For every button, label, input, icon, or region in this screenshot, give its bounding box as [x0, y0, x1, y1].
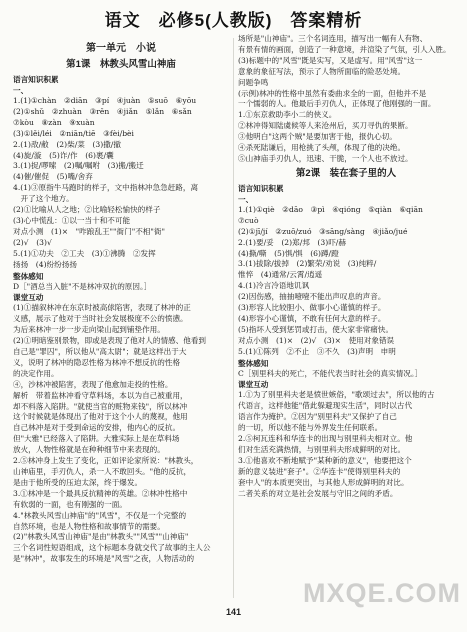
answer-line: 对点小测 (1)× (2)√ (3)× 使用对象错误: [238, 335, 395, 345]
answer-line: ②林冲得知陆虞候等人来沧州后，买刀寻仇的果断。: [238, 121, 413, 131]
answer-line: (2)"林教头风雪山神庙"是由"林教头""风雪""山神庙": [13, 532, 189, 542]
answer-line: (示例)林冲的性格中虽然有委曲求全的一面，但他并不是: [238, 88, 427, 98]
answer-line: 的一切，所以他不能与外界发生任何联系。: [238, 423, 383, 433]
answer-line: 3.①他喜欢不断地赋予"某种新的意义"，他要把这个: [238, 455, 412, 465]
answer-line: (2)√ (3)√: [13, 237, 52, 247]
answer-line: (2)①jī/jí ②zuō/zuó ③sāng/sàng ④jiǎo/jué: [238, 226, 408, 236]
answer-line: (2)①明暗鉴别景物，即或是表现了他对人的情感、他看到: [13, 336, 207, 346]
answer-line: (2)①比喻从人之地；②比喻轻松愉快的样子: [13, 205, 161, 215]
answer-line: 自己是"罪囚"，所以他从"高太尉"；就是这样出于大: [13, 347, 187, 357]
section-heading: 一、: [13, 86, 29, 95]
watermark-logo: MXQE.COM: [302, 578, 461, 608]
answer-line: 1.(1)①qiè ②dāo ③pì ④qióng ⑤qiàn ⑥qiān: [238, 204, 423, 214]
answer-line: 自己林冲是对于受到命运的安排，他内心的反抗。: [13, 423, 181, 433]
answer-line: 2.⑤林冲身上发生了变化，正如评论家所说："林教头，: [13, 456, 199, 466]
answer-line: 2.⑤柯瓦连科和华连卡的出现与别里科夫相对立。他: [238, 434, 413, 444]
answer-line: ⑦cuò: [238, 215, 259, 225]
answer-line: 开了这个地方。: [13, 194, 74, 204]
answer-line: 意象的象征写法，预示了人物所面临的险恶处境。: [238, 66, 406, 76]
answer-line: 是"林冲"，故事发生的环境是"风雪"之夜，人物活动的: [13, 554, 195, 564]
answer-line: 自然环境，也是人物性格和故事情节的需要。: [13, 521, 165, 531]
section-heading: 课堂互动: [13, 293, 44, 303]
page-number: 141: [225, 607, 242, 617]
answer-line: 2.(1)要/妥 (2)郑/邦 (3)吓/赫: [238, 237, 346, 247]
answer-line: ④，沙林冲被陷害，表现了他愈加走投的性格。: [13, 379, 173, 389]
answer-line: 新的意义装进"套子"。②华连卡"使得别里科夫的: [238, 466, 401, 476]
answer-line: 3.①林冲是一个最具反抗精神的英雄。②林冲性格中: [13, 488, 188, 498]
answer-line: 语言作为掩护。②因为"别里科夫"又保护了自己: [238, 412, 397, 422]
answer-line: 4."林教头风雪山神庙"的"风雪"，不仅是一个完整的: [13, 510, 187, 520]
answer-line: 放火，人物性格就是在种种细节中来表现的。: [13, 445, 165, 455]
answer-line: 对点小测 (1)× "咋踉乱王""衙门"不相"衙": [13, 226, 165, 236]
answer-line: 5.(1)①功夫 ②工夫 (3)①沸腾 ②发挥: [13, 248, 156, 258]
answer-line: 惟悴 (4)通常/云霄/逍遥: [238, 270, 323, 280]
right-column: [238, 34, 454, 600]
right-continued-text: [238, 34, 454, 165]
answer-line: 义感，展示了他对于当时社会发展极度不公的愤懑。: [13, 314, 188, 324]
answer-line: (3)标题中的"风雪"既是实写，又是虚写。用"风雪"这一: [238, 55, 423, 65]
answer-line: (4)催/催促 (5)嘴/舍弃: [13, 172, 93, 182]
answer-line: 4.(1)冷言冷语地讥讽: [238, 281, 310, 291]
answer-line: 5.(1)①陈列 ②不止 ③不久 (3)声明 申明: [238, 346, 396, 356]
answer-line: 4.(1)③原指牛马跑时的样子，文中指林冲急急赶路，离: [13, 183, 199, 193]
answer-line: 但"大雅"已经落入了陷阱。大雅实际上是在草料场: [13, 434, 180, 444]
answer-line: ③他明白"这两个贼"是要加害于他，报仇心切。: [238, 132, 397, 142]
answer-line: 为后来林冲一步一步走向梁山起到铺垫作用。: [13, 325, 165, 335]
answer-line: (3)形容人比较胆小、做事小心谨慎的样子。: [238, 303, 386, 313]
answer-line: ④杀死陆谦后，用枪挑了头颅，体现了他的决绝。: [238, 143, 406, 153]
right-sections: [238, 183, 454, 500]
section-heading: 一、: [238, 194, 254, 204]
lesson-title-1: 第1课 林教头风雪山神庙: [66, 59, 176, 70]
answer-line: 3.(1)捉/啰嗦 (2)嘱/嘱咐 (3)搬/搬迁: [13, 161, 144, 171]
answer-line: 有软弱的一面，也有刚强的一面。: [13, 499, 127, 509]
answer-line: 问题争鸣: [238, 77, 269, 87]
answer-line: ⑦kòu ⑧zàn ⑨xuàn: [13, 117, 95, 127]
answer-line: 扬扬 (4)纷纷扬扬: [13, 259, 77, 269]
section-heading: 课堂互动: [238, 380, 269, 390]
section-heading: 语言知识积累: [13, 75, 59, 84]
answer-line: C［别里科夫的死亡，不能代表当时社会的真实情况。］: [238, 368, 423, 378]
answer-line: 代语言，这样他能"借此躲避现实生活"，同时以古代: [238, 401, 413, 411]
answer-line: 1.①东京救助李小二的侠义。: [238, 110, 337, 120]
answer-line: 们对生活充满热情，与别里科夫形成鲜明的对比。: [238, 445, 406, 454]
section-heading: 整体感知: [238, 358, 269, 368]
answer-line: 却不料落入陷阱。"就使当官的赃物来钱"，所以林冲: [13, 401, 188, 411]
answer-line: 三个名词性短语组成，这个标题本身就交代了故事的主人公: [13, 543, 211, 553]
answer-line: 3.(1)拔除/拔掉 (2)繁荣/劝说 (3)纯粹/: [238, 259, 377, 269]
answer-line: 套中人"的本质更突出，与其他人形成鲜明的对比。: [238, 477, 409, 487]
answer-line: (2)①shǔ ②zhuàn ③rěn ④jiǎn ⑤lǎn ⑥sǎn: [13, 106, 192, 116]
section-heading: 语言知识积累: [238, 183, 284, 193]
left-column: [13, 34, 229, 600]
answer-line: 二者关系的对立是社会发展与守旧之间的矛盾。: [238, 488, 398, 498]
answer-line: 义，说明了林冲的隐忍性格为林冲不想反抗的性格: [13, 357, 181, 367]
page-header-title: 语文 必修5(人教版) 答案精析: [104, 11, 363, 30]
answer-line: 山神庙里，手刃仇人，杀一人不敢回头。"他的反抗，: [13, 467, 192, 476]
answer-line: (1)①描叙林冲在东京时被高俅陷害，表现了林冲的正: [13, 303, 191, 313]
left-sections: [13, 74, 229, 565]
answer-line: (4)形容小心谨慎，不敢有任何大意的样子。: [238, 313, 386, 323]
answer-line: 1.(1)①chàn ②diān ③pí ④juàn ⑤suō ⑥yōu: [13, 96, 197, 105]
answer-line: (4)撕/嘶 (5)惧/惧 (6)蹲/蹬: [238, 248, 339, 258]
section-heading: 整体感知: [13, 271, 44, 281]
answer-line: (3)心中慌乱：①以一当十和不可能: [13, 215, 131, 225]
answer-line: 1.①为了别里科夫老是愤世嫉俗，"歌颂过去"，所以他的古: [238, 390, 435, 400]
answer-line: (2)因伤感，抽抽噎噎不能出声叹息的声音。: [238, 292, 386, 302]
answer-line: 2.(1)敌/敝 (2)柴/菜 (3)撒/撤: [13, 139, 121, 149]
answer-line: 解析 带着监林冲看守草料场，本以为自己被重用，: [13, 390, 188, 400]
answer-line: (3)①lěi/léi ②niān/tiē ③fèi/bèi: [13, 128, 134, 138]
answer-line: 一个懦弱的人。他最后手刃仇人，正体现了他刚强的一面。: [238, 99, 436, 109]
answer-line: 有景有情的画面，创造了一种意境，并渲染了气氛，引人入胜。: [238, 44, 451, 54]
answer-line: D［"酒总当入脏"不是林冲双抗的原因。］: [13, 281, 152, 291]
unit-title: 第一单元 小说: [86, 43, 156, 54]
lesson-title-2: 第2课 装在套子里的人: [295, 167, 397, 179]
answer-line: 是由于他所受的压迫太深，终于爆发。: [13, 477, 143, 487]
answer-line: 场所是"山神庙"。三个名词连用，描写出一幅有人有物、: [238, 34, 428, 43]
answer-line: (5)指坏人受到惩罚或打击，使大家非常痛快。: [238, 324, 394, 334]
answer-line: 这个时候就是体现出了他对于这个小人的蔑视，他用: [13, 412, 188, 422]
answer-line: 的决定作用。: [13, 368, 59, 378]
answer-line: ⑤山神庙手刃仇人，迅速、干脆，一个人也不放过。: [238, 153, 413, 163]
answer-line: (4)旋/漩 (5)诈/作 (6)裹/囊: [13, 150, 114, 160]
column-divider: [233, 38, 234, 598]
